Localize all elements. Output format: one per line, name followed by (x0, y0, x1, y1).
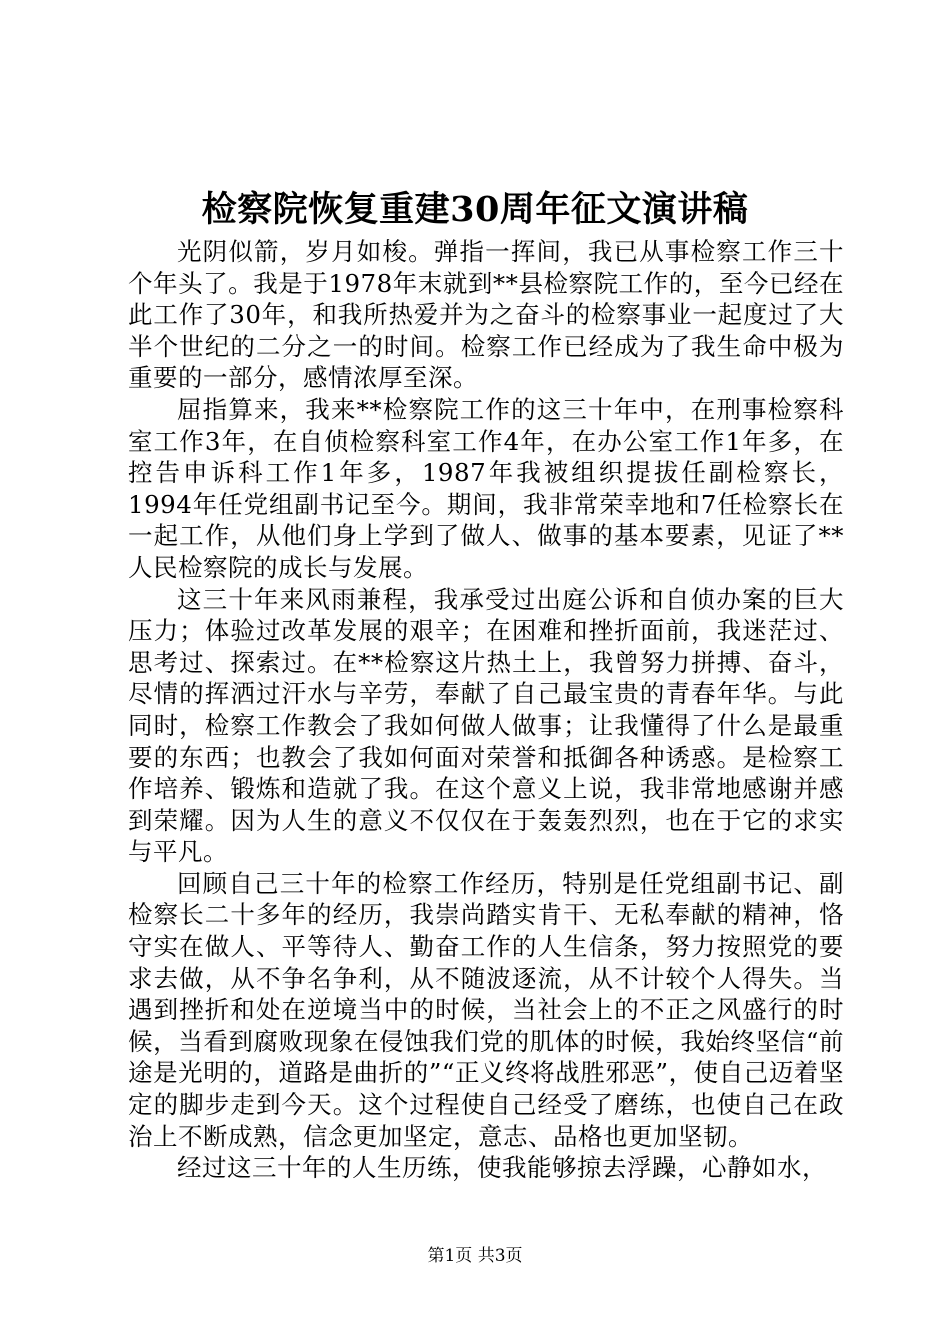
paragraph-3: 这三十年来风雨兼程，我承受过出庭公诉和自侦办案的巨大压力；体验过改革发展的艰辛；在困难和挫折面前，我迷茫过、思考过、探索过。在**检察这片热土上，我曾努力拼搏、奋斗，尽情的挥洒过汗水与辛劳，奉献了自己最宝贵的青春年华。与此同时，检察工作教会了我如何做人做事；让我懂得了什么是最重要的东西；也教会了我如何面对荣誉和抵御各种诱惑。是检察工作培养、锻炼和造就了我。在这个意义上说，我非常地感谢并感到荣耀。因为人生的意义不仅仅在于轰轰烈烈，也在于它的求实与平凡。 (128, 584, 844, 867)
document-title: 检察院恢复重建30周年征文演讲稿 (201, 189, 749, 230)
paragraph-2: 屈指算来，我来**检察院工作的这三十年中，在刑事检察科室工作3年，在自侦检察科室工作4年，在办公室工作1年多，在控告申诉科工作1年多，1987年我被组织提拔任副检察长，1994年任党组副书记至今。期间，我非常荣幸地和7任检察长在一起工作，从他们身上学到了做人、做事的基本要素，见证了**人民检察院的成长与发展。 (128, 394, 844, 582)
paragraph-5: 经过这三十年的人生历练，使我能够掠去浮躁，心静如水， (177, 1153, 827, 1183)
paragraph-1: 光阴似箭，岁月如梭。弹指一挥间，我已从事检察工作三十个年头了。我是于1978年末就到**县检察院工作的，至今已经在此工作了30年，和我所热爱并为之奋斗的检察事业一起度过了大半个世纪的二分之一的时间。检察工作已经成为了我生命中极为重要的一部分，感情浓厚至深。 (128, 237, 844, 393)
document-body (128, 236, 844, 1184)
page-footer: 第1页 共3页 (427, 1246, 523, 1266)
paragraph-4: 回顾自己三十年的检察工作经历，特别是任党组副书记、副检察长二十多年的经历，我崇尚踏实肯干、无私奉献的精神，恪守实在做人、平等待人、勤奋工作的人生信条，努力按照党的要求去做，从不争名争利，从不随波逐流，从不计较个人得失。当遇到挫折和处在逆境当中的时候，当社会上的不正之风盛行的时候，当看到腐败现象在侵蚀我们党的肌体的时候，我始终坚信“前途是光明的，道路是曲折的”“正义终将战胜邪恶”，使自己迈着坚定的脚步走到今天。这个过程使自己经受了磨练，也使自己在政治上不断成熟，信念更加坚定，意志、品格也更加坚韧。 (128, 868, 844, 1151)
